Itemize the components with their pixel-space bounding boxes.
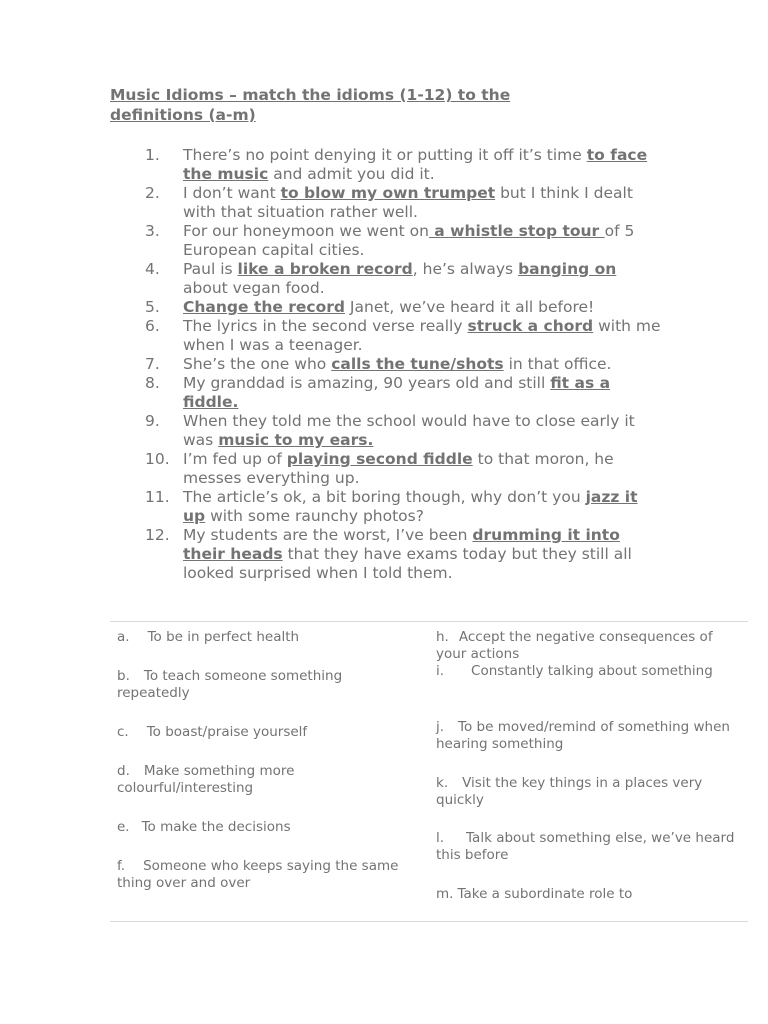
definition-letter: m.: [436, 886, 454, 902]
table-bottom-border: [110, 921, 748, 922]
sentence-text: but I think I dealt with that situation rather well.: [183, 184, 633, 221]
idiom-number: 8.: [145, 374, 160, 392]
definition-item: [436, 663, 736, 680]
definition-letter: h.: [436, 629, 449, 645]
idiom-item: [110, 374, 670, 412]
definition-letter: f.: [117, 858, 126, 874]
definition-item: [117, 724, 417, 741]
idiom-sentence: [183, 355, 663, 374]
definition-text: Take a subordinate role to: [457, 886, 633, 902]
idiom-number: 10.: [145, 450, 170, 468]
idiom-phrase: jazz it up: [183, 488, 638, 525]
definition-item: [436, 830, 736, 864]
idiom-phrase: struck a chord: [467, 317, 594, 335]
idiom-item: [110, 298, 670, 317]
definition-text: Visit the key things in a places very quickly: [436, 775, 703, 808]
sentence-text: that they have exams today but they still all looked surprised when I told them.: [183, 545, 632, 582]
idiom-item: [110, 146, 670, 184]
idiom-sentence: [183, 146, 663, 184]
definition-item: [117, 668, 417, 702]
idiom-number: 9.: [145, 412, 160, 430]
definition-letter: k.: [436, 775, 449, 791]
idiom-item: [110, 260, 670, 298]
idiom-sentence: [183, 298, 663, 317]
definition-item: [436, 886, 736, 903]
definition-letter: e.: [117, 819, 130, 835]
idiom-phrase: calls the tune/shots: [331, 355, 504, 373]
definition-item: [436, 629, 736, 663]
definition-text: Talk about something else, we’ve heard this before: [436, 830, 735, 863]
idiom-item: [110, 222, 670, 260]
definition-text: To be moved/remind of something when hearing something: [436, 719, 730, 752]
definition-item: [117, 819, 417, 836]
idiom-item: [110, 488, 670, 526]
sentence-text: There’s no point denying it or putting it off it’s time: [183, 146, 587, 164]
idiom-number: 2.: [145, 184, 160, 202]
idiom-number: 11.: [145, 488, 170, 506]
definition-text: Someone who keeps saying the same thing over and over: [117, 858, 399, 891]
sentence-text: I don’t want: [183, 184, 281, 202]
idiom-sentence: [183, 317, 663, 355]
sentence-text: My students are the worst, I’ve been: [183, 526, 473, 544]
sentence-text: For our honeymoon we went on: [183, 222, 429, 240]
definition-text: To make the decisions: [141, 819, 291, 835]
definition-text: To boast/praise yourself: [146, 724, 308, 740]
idiom-number: 5.: [145, 298, 160, 316]
idiom-item: [110, 526, 670, 583]
sentence-text: of 5 European capital cities.: [183, 222, 635, 259]
sentence-text: The article’s ok, a bit boring though, why don’t you: [183, 488, 586, 506]
sentence-text: My granddad is amazing, 90 years old and still: [183, 374, 551, 392]
idiom-phrase: a whistle stop tour: [428, 222, 605, 240]
sentence-text: with some raunchy photos?: [205, 507, 424, 525]
idiom-phrase: drumming it into their heads: [183, 526, 620, 563]
idiom-number: 1.: [145, 146, 160, 164]
sentence-text: , he’s always: [412, 260, 519, 278]
sentence-text: Janet, we’ve heard it all before!: [345, 298, 595, 316]
idiom-phrase: playing second fiddle: [286, 450, 473, 468]
idiom-number: 12.: [145, 526, 170, 544]
idiom-sentence: [183, 184, 663, 222]
idiom-phrase: music to my ears.: [218, 431, 374, 449]
sentence-text: She’s the one who: [183, 355, 332, 373]
definition-text: Constantly talking about something: [471, 663, 713, 679]
definition-letter: i.: [436, 663, 445, 679]
idiom-phrase: banging on: [518, 260, 617, 278]
idiom-phrase: to face the music: [183, 146, 648, 183]
idiom-number: 4.: [145, 260, 160, 278]
idiom-sentence: [183, 222, 663, 260]
idiom-sentence: [183, 260, 663, 298]
idiom-item: [110, 450, 670, 488]
idiom-phrase: like a broken record: [237, 260, 413, 278]
sentence-text: When they told me the school would have to close early it was: [183, 412, 635, 449]
idiom-sentence: [183, 450, 663, 488]
idiom-list: [110, 146, 670, 583]
table-top-border: [110, 621, 748, 622]
sentence-text: about vegan food.: [183, 279, 325, 297]
idiom-sentence: [183, 488, 663, 526]
idiom-sentence: [183, 526, 663, 583]
worksheet-title: Music Idioms – match the idioms (1-12) to the definitions (a-m): [110, 86, 511, 124]
sentence-text: in that office.: [503, 355, 612, 373]
definition-item: [117, 629, 417, 646]
definition-item: [117, 763, 417, 797]
definition-item: [436, 719, 736, 753]
definition-text: Accept the negative consequences of your actions: [436, 629, 713, 662]
idiom-number: 6.: [145, 317, 160, 335]
idiom-phrase: to blow my own trumpet: [280, 184, 496, 202]
definition-text: To be in perfect health: [147, 629, 300, 645]
definition-letter: l.: [436, 830, 445, 846]
definition-item: [117, 858, 417, 892]
sentence-text: with me when I was a teenager.: [183, 317, 661, 354]
sentence-text: to that moron, he messes everything up.: [183, 450, 614, 487]
idiom-phrase: Change the record: [183, 298, 345, 316]
definition-letter: j.: [436, 719, 445, 735]
definition-letter: d.: [117, 763, 130, 779]
idiom-item: [110, 317, 670, 355]
sentence-text: and admit you did it.: [268, 165, 435, 183]
definition-text: To teach someone something repeatedly: [117, 668, 343, 701]
definition-item: [436, 775, 736, 809]
idiom-phrase: fit as a fiddle.: [183, 374, 611, 411]
idiom-number: 7.: [145, 355, 160, 373]
idiom-sentence: [183, 412, 663, 450]
definition-letter: b.: [117, 668, 130, 684]
sentence-text: Paul is: [183, 260, 238, 278]
idiom-item: [110, 184, 670, 222]
idiom-number: 3.: [145, 222, 160, 240]
sentence-text: The lyrics in the second verse really: [183, 317, 468, 335]
definition-letter: a.: [117, 629, 130, 645]
definition-text: Make something more colourful/interesting: [117, 763, 295, 796]
sentence-text: I’m fed up of: [183, 450, 287, 468]
definition-letter: c.: [117, 724, 129, 740]
idiom-item: [110, 412, 670, 450]
idiom-sentence: [183, 374, 663, 412]
idiom-item: [110, 355, 670, 374]
